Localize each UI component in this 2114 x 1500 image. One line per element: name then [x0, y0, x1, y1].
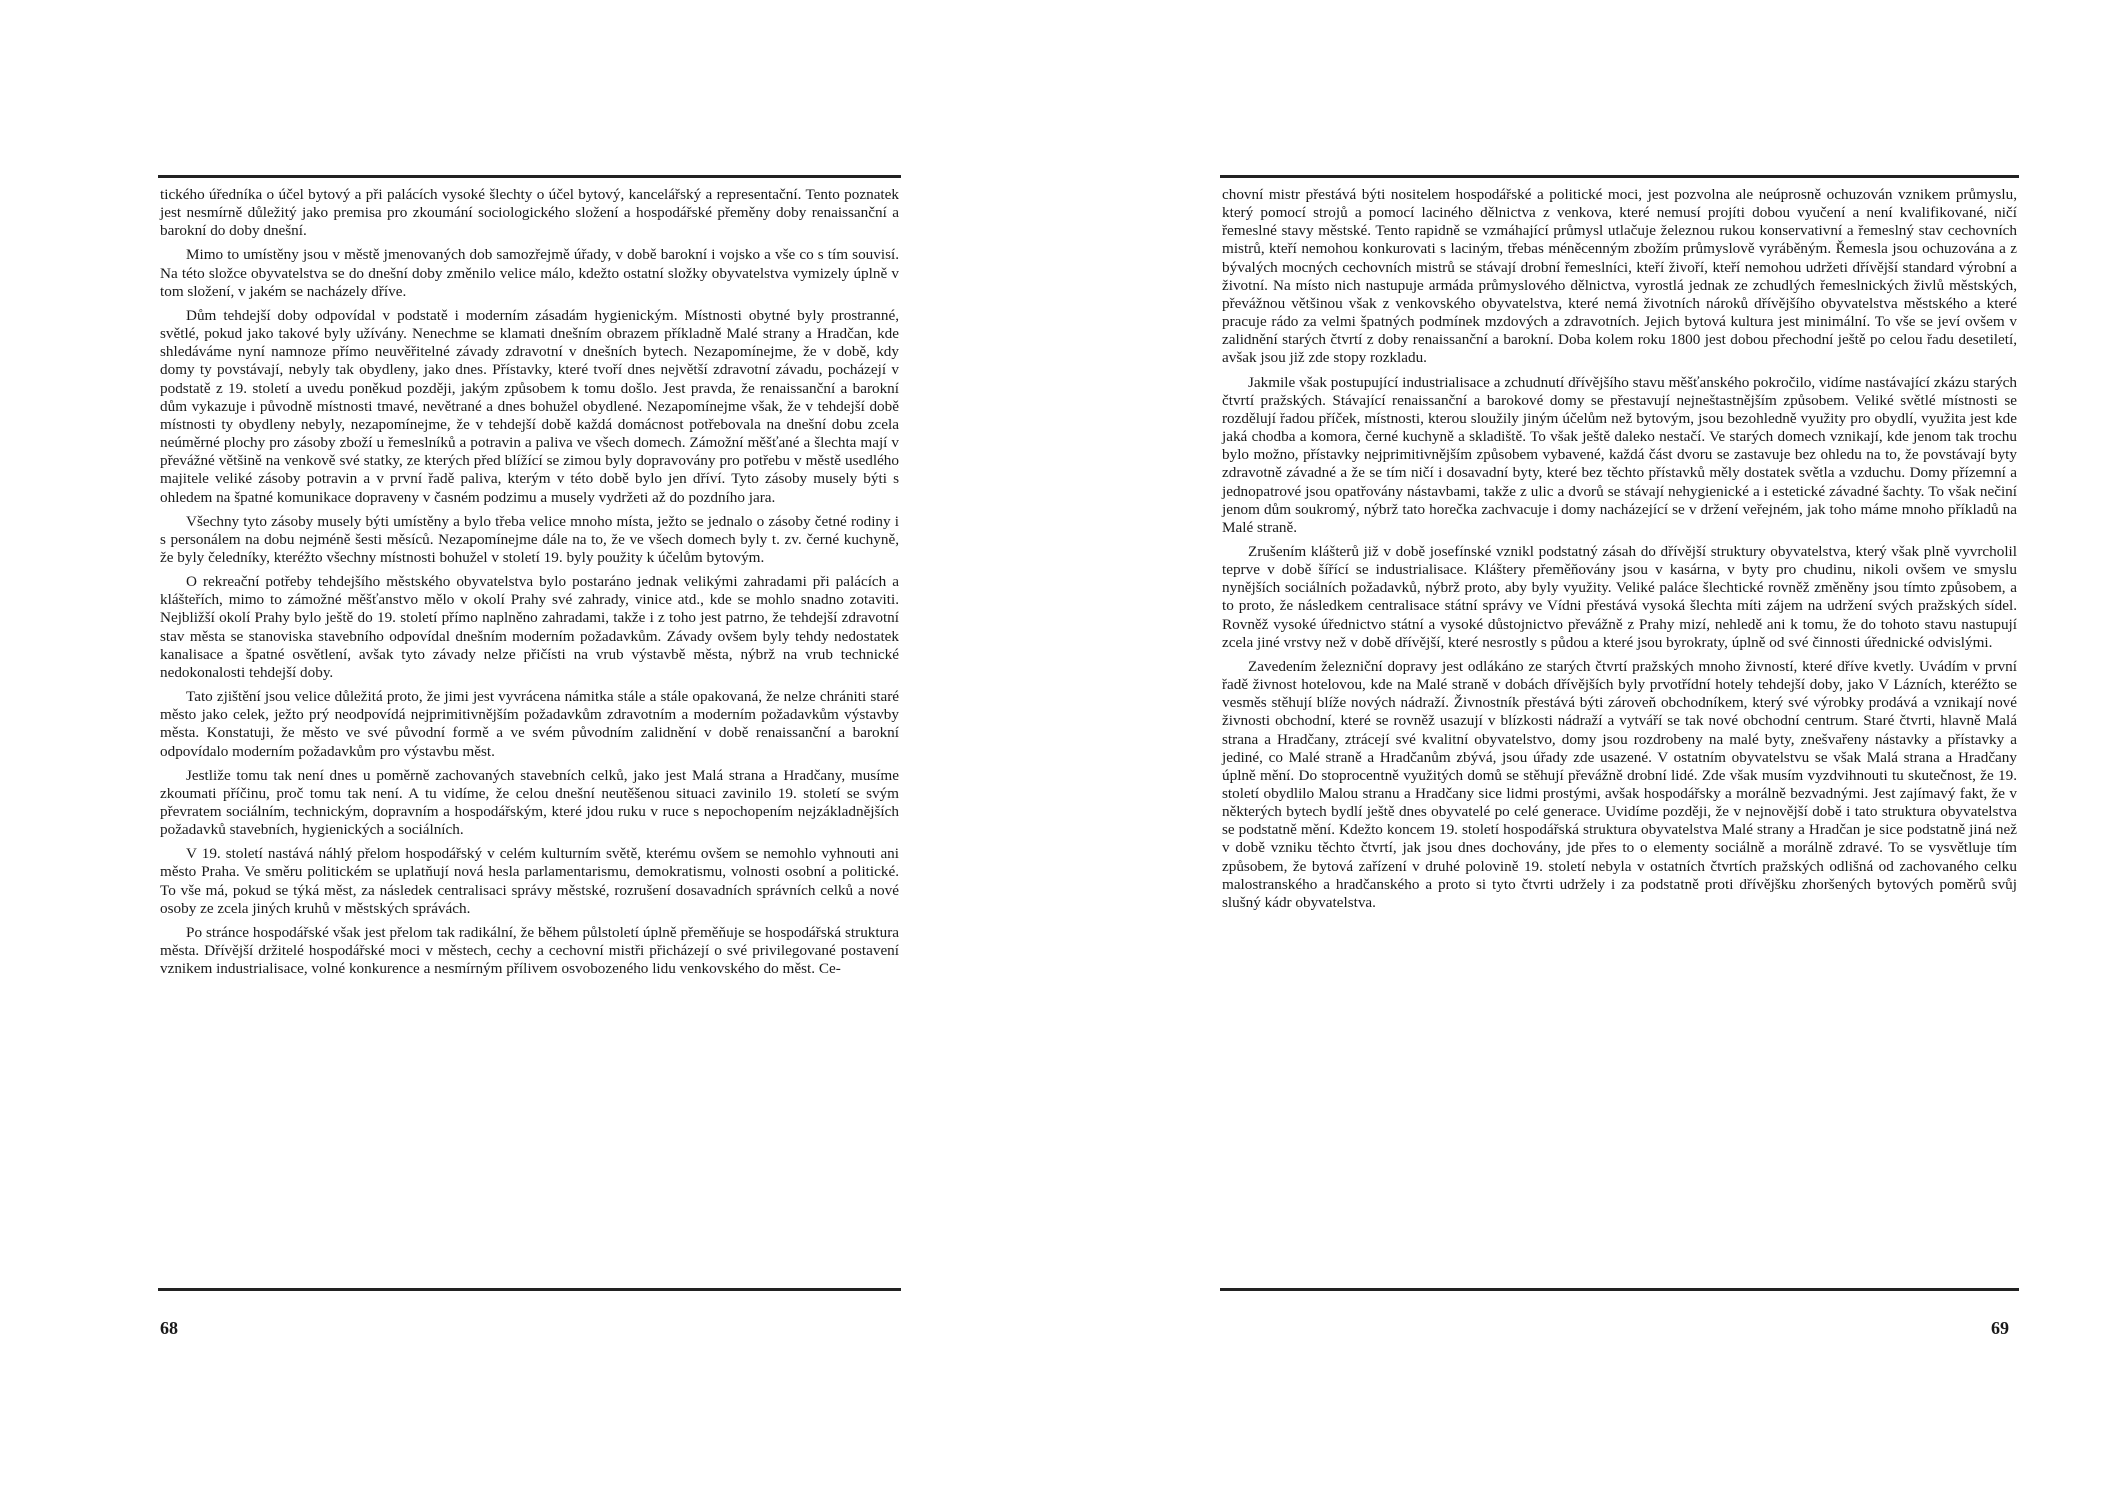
- left-text-column: [160, 186, 899, 978]
- paragraph: Jakmile však postupující industrialisace a zchudnutí dřívějšího stavu měšťanského pokročilo, vidíme nastávající zkázu starých čtvrtí pražských. Stávající renaissanční a barokové domy se přestavují nejneštastnějším způsobem. Veliké světlé místnosti se rozdělují řadou příček, místnosti, kterou sloužily jiným účelům než bytovým, jsou bezohledně využity pro obydlí, využita jest kde jaká chodba a komora, černé kuchyně a skladiště. To však ještě daleko nestačí. Ve starých domech vznikají, kde jenom tak trochu bylo možno, přístavky nejprimitivnějším způsobem vybavené, každá část dvoru se zastavuje bez ohledu na to, že povstávají byty zdravotně závadné a že se tím ničí i dosavadní byty, které bez těchto přístavků měly dostatek světla a vzduchu. Domy přízemní a jednopatrové jsou opatřovány nástavbami, takže z ulic a dvorů se stávají nehygienické a i estetické závadné šachty. To však nečiní jenom dům soukromý, nýbrž tato horečka zachvacuje i domy nacházející se v držení veřejném, jak toho máme mnoho příkladů na Malé straně.: [1222, 373, 2017, 536]
- paragraph: V 19. století nastává náhlý přelom hospodářský v celém kulturním světě, kterému ovšem se nemohlo vyhnouti ani město Praha. Ve směru politickém se uplatňují nová hesla parlamentarismu, demokratismu, volnosti osobní a politické. To vše má, pokud se týká měst, za následek centralisaci správy městské, rozrušení dosavadních správních celků a nové osoby ze zcela jiných kruhů v městských správách.: [160, 845, 899, 917]
- paragraph: Jestliže tomu tak není dnes u poměrně zachovaných stavebních celků, jako jest Malá strana a Hradčany, musíme zkoumati příčinu, proč tomu tak není. A tu vidíme, že celou dnešní neutěšenou situaci zavinilo 19. století se svým převratem sociálním, technickým, dopravním a hospodářským, které jdou ruku v ruce s nepochopením nejzákladnějších požadavků stavebních, hygienických a sociálních.: [160, 766, 899, 839]
- paragraph: Mimo to umístěny jsou v městě jmenovaných dob samozřejmě úřady, v době barokní i vojsko a vše co s tím souvisí. Na této složce obyvatelstva se do dnešní doby změnilo velice málo, kdežto ostatní složky obyvatelstva vymizely úplně v tom složení, v jakém se nacházely dříve.: [160, 246, 899, 300]
- paragraph: Tato zjištění jsou velice důležitá proto, že jimi jest vyvrácena námitka stále a stále opakovaná, že nelze chrániti staré město jako celek, ježto prý neodpovídá nejprimitivnějším požadavkům zdravotním a moderním požadavkům výstavby města. Konstatuji, že město ve své původní formě a ve svém původním zalidnění v době renaissanční a barokní odpovídalo moderním požadavkům pro výstavbu měst.: [160, 688, 899, 760]
- top-rule: [158, 175, 901, 178]
- page-number: 68: [160, 1318, 178, 1338]
- paragraph: Všechny tyto zásoby musely býti umístěny a bylo třeba velice mnoho místa, ježto se jednalo o zásoby četné rodiny i s personálem na dobu nejméně šesti měsíců. Nezapomínejme dále na to, že ve všech domech byly t. zv. černé kuchyně, že byly čeledníky, kteréžto všechny místnosti bohužel v století 19. byly použity k účelům bytovým.: [160, 512, 899, 566]
- paragraph: Zrušením klášterů již v době josefínské vznikl podstatný zásah do dřívější struktury obyvatelstva, který však plně vyvrcholil teprve v době šířící se industrialisace. Kláštery přeměňovány jsou v kasárna, v byty pro chudinu, nikoli ovšem ve smyslu nynějších sociálních požadavků, nýbrž proto, aby byly využity. Veliké paláce šlechtické rovněž změněny jsou tímto způsobem, a to proto, že následkem centralisace státní správy ve Vídni přestává vysoká šlechta míti zájem na udržení svých pražských sídel. Rovněž vysoké úřednictvo státní a vysoké důstojnictvo převážně z Prahy mizí, nehledě ani k tomu, že do tohoto stavu nastupují zcela jiné vrstvy než v době dřívější, které nesrostly s půdou a které jsou byrokraty, úplně od své činnosti úřednické odvislými.: [1222, 542, 2017, 651]
- top-rule: [1220, 175, 2019, 178]
- bottom-rule: [1220, 1288, 2019, 1291]
- paragraph: Zavedením železniční dopravy jest odlákáno ze starých čtvrtí pražských mnoho živností, které dříve kvetly. Uvádím v první řadě živnost hotelovou, kde na Malé straně v dobách dřívějších byly prvotřídní hotely tehdejší doby, jako V Lázních, kteréžto se vesměs stěhují blíže nových nádraží. Živnostník přestává býti zároveň obchodníkem, který své výrobky prodává a vznikají nové živnosti obchodní, které se rovněž usazují v blízkosti nádraží a vytváří se tak nové obchodní centrum. Staré čtvrti, hlavně Malá strana a Hradčany, ztrácejí své kvalitní obyvatelstvo, domy jsou rozdrobeny na malé byty, znešvařeny nástavky a přístavky a jediné, co Malé straně a Hradčanům zbývá, jsou úřady zde usazené. V ostatním obyvatelstvu se však Malá strana a Hradčany úplně mění. Do stoprocentně využitých domů se stěhují převážně drobní lidé. Zde však musím vyzdvihnouti tu skutečnost, že 19. století obydlilo Malou stranu a Hradčany sice lidmi prostými, avšak hospodářsky a morálně bezvadnými. Jest zajímavý fakt, že v některých bytech bydlí ještě dnes obyvatelé po celé generace. Uvidíme později, že v nejnovější době i tato struktura obyvatelstva se podstatně mění. Kdežto koncem 19. století hospodářská struktura obyvatelstva Malé strany a Hradčan je sice podstatně jiná než v době vzniku těchto čtvrtí, jak jsou dnes dochovány, jde přes to o elementy sociálně a morálně zdravé. To se vysvětluje tím způsobem, že bytová zařízení v druhé polovině 19. století nebyla v ostatních čtvrtích pražských odlišná od zachovaného celku malostranského a hradčanského a proto si tyto čtvrti udržely i za podstatně proti dřívějšku zhoršených bytových poměrů svůj slušný kádr obyvatelstva.: [1222, 657, 2017, 911]
- paragraph: Po stránce hospodářské však jest přelom tak radikální, že během půlstoletí úplně přeměňuje se hospodářská struktura města. Dřívější držitelé hospodářské moci v městech, cechy a cechovní mistři přicházejí o své privilegované postavení vznikem industrialisace, volné konkurence a nesmírným přílivem osvobozeného lidu venkovského do měst. Ce-: [160, 923, 899, 978]
- bottom-rule: [158, 1288, 901, 1291]
- paragraph: tického úředníka o účel bytový a při palácích vysoké šlechty o účel bytový, kancelářský a representační. Tento poznatek jest nesmírně důležitý jako premisa pro zkoumání sociologického složení a hospodářské přeměny doby renaissanční a barokní do doby dnešní.: [160, 186, 899, 240]
- right-text-column: [1222, 186, 2017, 912]
- right-page: [1057, 0, 2114, 1500]
- paragraph: chovní mistr přestává býti nositelem hospodářské a politické moci, jest pozvolna ale neúprosně ochuzován vznikem průmyslu, který pomocí strojů a pomocí laciného dělnictva z venkova, které nemusí projíti dobou vyučení a není kvalifikované, ničí řemeslné stavy městské. Tento rapidně se vzmáhající průmysl utlačuje železnou rukou konservativní a řemeslný stav cechovních mistrů, kteří nemohou konkurovati s laciným, třebas méněcenným zbožím průmyslově vyráběným. Řemesla jsou ochuzována a z bývalých mocných cechovních mistrů se stávají drobní řemeslníci, kteří živoří, kteří nemohou udržeti dřívější standard výrobní a životní. Na místo nich nastupuje armáda průmyslového dělnictva, vyrostlá jednak ze zchudlých řemeslnických živlů městských, převážnou většinou však z venkovského obyvatelstva, které nemá životních nároků dřívějšího obyvatelstva městského a které pracuje rádo za velmi špatných podmínek mzdových a zdravotních. Jejich bytová kultura jest minimální. To vše se jeví ovšem v zalidnění starých čtvrtí z doby renaissanční a barokní. Doba kolem roku 1800 jest dobou přechodní ještě po celou řadu desetiletí, avšak jsou již zde stopy rozkladu.: [1222, 186, 2017, 367]
- paragraph: O rekreační potřeby tehdejšího městského obyvatelstva bylo postaráno jednak velikými zahradami při palácích a klášteřích, mimo to zámožné měšťanstvo mělo v okolí Prahy své zahrady, vinice atd., kde se mohlo snadno zotaviti. Nejbližší okolí Prahy bylo ještě do 19. století přímo naplněno zahradami, takže i z toho jest patrno, že tehdejší zdravotní stav města se stanoviska stavebního odpovídal dnešním moderním požadavkům. Závady ovšem byly tehdy nedostatek kanalisace a špatné osvětlení, avšak tyto závady nelze přičísti na vrub výstavbě města, nýbrž na vrub technické nedokonalosti tehdejší doby.: [160, 573, 899, 681]
- paragraph: Dům tehdejší doby odpovídal v podstatě i moderním zásadám hygienickým. Místnosti obytné byly prostranné, světlé, pokud jako takové byly užívány. Nenechme se klamati dnešním obrazem příkladně Malé strany a Hradčan, kde shledáváme nyní namnoze přímo neuvěřitelné závady zdravotní v dnešních bytech. Nezapomínejme, že v době, kdy domy ty povstávají, nebyly tak obydleny, jako dnes. Přístavky, které tvoří dnes největší zdravotní závadu, pocházejí v podstatě z 19. století a uvedu poněkud později, jakým způsobem k tomu došlo. Jest pravda, že renaissanční a barokní dům vykazuje i původně místnosti tmavé, nevětrané a dnes bohužel obydlené. Nezapomínejme však, že v tehdejší době místnosti ty obydleny nebyly, nezapomínejme, že v tehdejší době každá domácnost potřebovala na dnešní dobu zcela neúměrné plochy pro zásoby zboží u řemeslníků a potravin a paliva ve všech domech. Zámožní měšťané a šlechta mají v převážné většině na venkově své statky, ze kterých před blížící se zimou byly dopravovány pro potřebu v městě usedlého majitele veliké zásoby potravin a v první řadě paliva, kterým v této době bylo jen dříví. Tyto zásoby musely býti s ohledem na špatné komunikace dopraveny v časném podzimu a musely vydržeti až do pozdního jara.: [160, 306, 899, 506]
- page-number: 69: [1991, 1318, 2009, 1338]
